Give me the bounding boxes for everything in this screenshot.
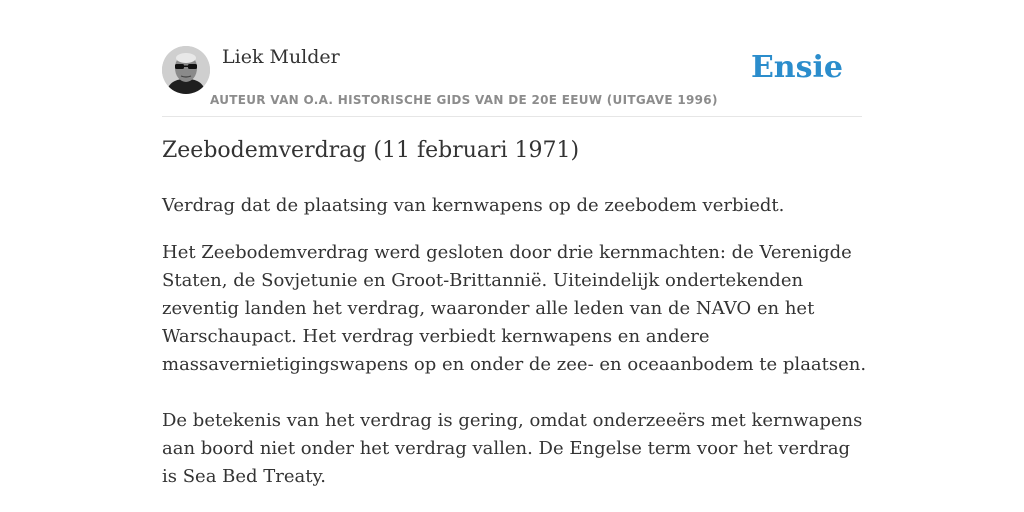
article-paragraph: De betekenis van het verdrag is gering, omdat onderzeeërs met kernwapens aan boord niet onder het verdrag vallen. De Engelse term voor het verdrag is Sea Bed Treaty. <box>162 410 863 487</box>
article-title: Zeebodemverdrag (11 februari 1971) <box>162 138 580 163</box>
ensie-logo[interactable]: Ensie <box>750 50 843 85</box>
article-paragraph: Het Zeebodemverdrag werd gesloten door drie kernmachten: de Verenigde Staten, de Sovjetunie en Groot-Brittannië. Uiteindelijk ondertekenden zeventig landen het verdrag, waaronder alle leden van de NAVO en het Warschaupact. Het verdrag verbiedt kernwapens en andere massavernietigingswapens op en onder de zee- en oceaanbodem te plaatsen. <box>162 242 867 375</box>
author-avatar[interactable] <box>162 46 210 94</box>
article-body <box>162 192 868 491</box>
article-lead: Verdrag dat de plaatsing van kernwapens op de zeebodem verbiedt. <box>162 195 785 216</box>
portrait-icon <box>162 46 210 94</box>
author-name[interactable]: Liek Mulder <box>222 46 340 68</box>
header <box>162 40 862 117</box>
author-subtitle: AUTEUR VAN O.A. HISTORISCHE GIDS VAN DE 20E EEUW (UITGAVE 1996) <box>210 93 718 107</box>
